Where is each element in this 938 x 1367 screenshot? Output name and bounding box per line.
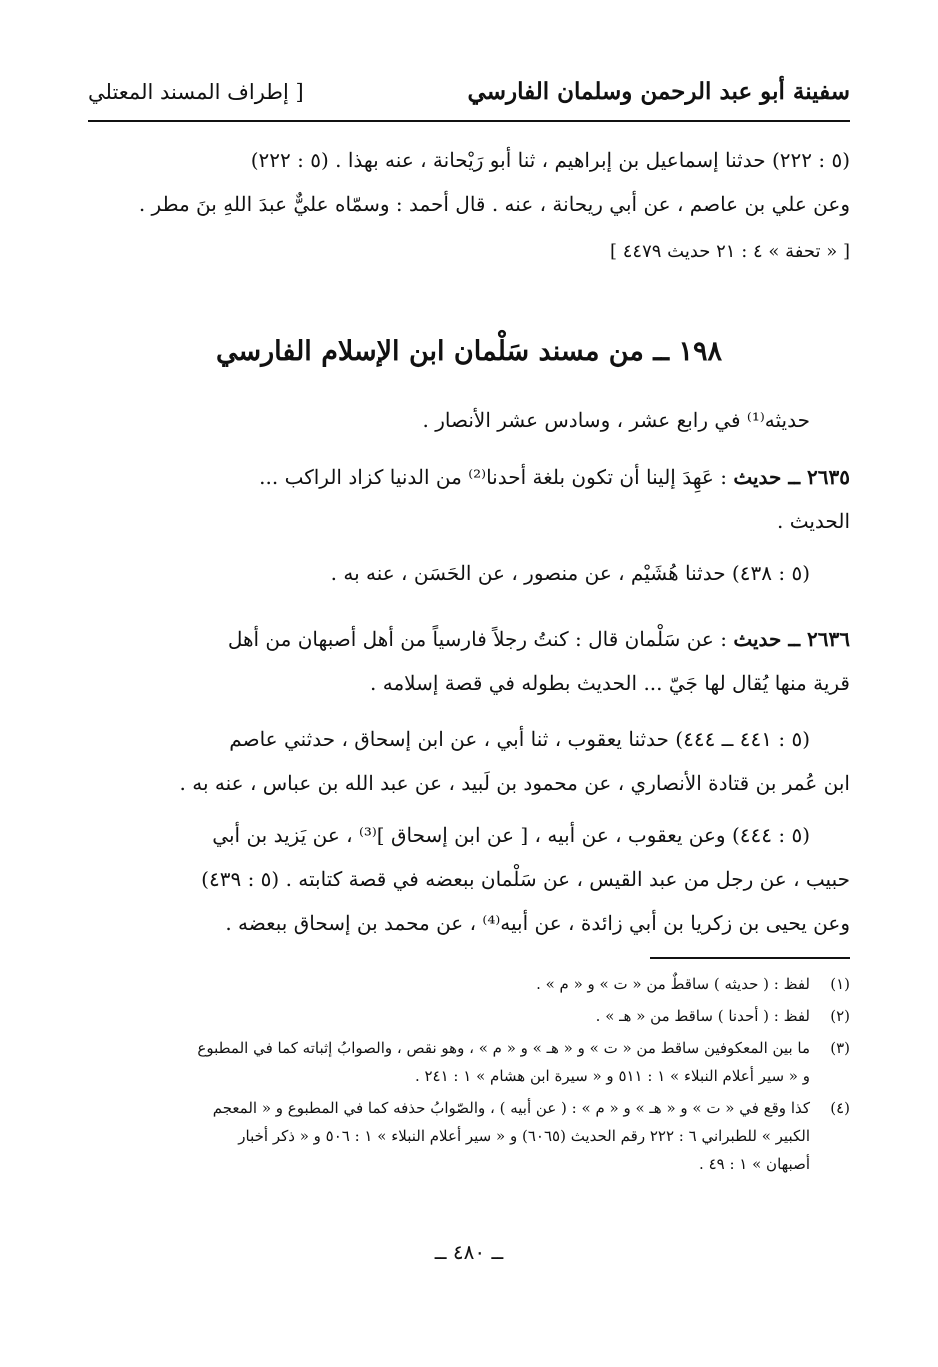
footnote-2 — [88, 1002, 850, 1030]
isnad-line: وعن يحيى بن زكريا بن أبي زائدة ، عن أبيه⁽⁴⁾ ، عن محمد بن إسحاق ببعضه . — [225, 911, 850, 935]
text-line: وعن علي بن عاصم ، عن أبي ريحانة ، عنه . قال أحمد : وسمّاه عليٌّ عبدَ اللهِ بنَ مطر . — [138, 192, 850, 216]
footnote-4 — [88, 1094, 850, 1178]
header-rule — [88, 120, 850, 122]
footnote-text: و « سير أعلام النبلاء » ١ : ٥١١ و « سيرة ابن هشام » ١ : ٢٤١ . — [414, 1067, 810, 1085]
text-line: (٥ : ٢٢٢) حدثنا إسماعيل بن إبراهيم ، ثنا أبو رَيْحانة ، عنه بهذا . (٥ : ٢٢٢) — [250, 148, 850, 172]
footnote-text: لفظ : ( حديثه ) ساقطٌ من « ت » و « م » . — [536, 975, 810, 993]
header-chapter-title: سفينة أبو عبد الرحمن وسلمان الفارسي — [467, 78, 850, 105]
isnad-line: ابن عُمر بن قتادة الأنصاري ، عن محمود بن لَبيد ، عن عبد الله بن عباس ، عنه به . — [179, 771, 850, 795]
isnad-line: (٥ : ٤٤٤) وعن يعقوب ، عن أبيه ، [ عن ابن إسحاق ]⁽³⁾ ، عن يَزيد بن أبي — [212, 823, 810, 847]
text-line: قرية منها يُقال لها جَيّ ... الحديث بطوله في قصة إسلامه . — [370, 671, 850, 695]
header-book-title: [ إطراف المسند المعتلي — [88, 80, 304, 104]
footnote-3 — [88, 1034, 850, 1090]
section-title: ١٩٨ ــ من مسند سَلْمان ابن الإسلام الفارسي — [216, 336, 722, 367]
hadith-text: : عن سَلْمان قال : كنتُ رجلاً فارسياً من أهل أصبهان من أهل — [227, 627, 734, 651]
footnote-text: الكبير » للطبراني ٦ : ٢٢٢ رقم الحديث (٦٠٦٥) و « سير أعلام النبلاء » ١ : ٥٠٦ و « ذكر أخبار — [238, 1127, 810, 1145]
footnote-number: (٤) — [830, 1099, 850, 1117]
text-line: الحديث . — [777, 509, 850, 533]
footnote-number: (١) — [830, 975, 850, 993]
hadith-line — [88, 617, 850, 661]
previous-entry-block — [88, 138, 850, 272]
section-intro — [88, 398, 850, 442]
hadith-2636 — [88, 617, 850, 945]
page-number: ــ ٤٨٠ ــ — [434, 1240, 504, 1264]
footnote-number: (٣) — [830, 1039, 850, 1057]
footnote-rule — [650, 957, 850, 959]
hadith-number-label: ٢٦٣٥ ــ حديث — [733, 465, 850, 489]
footnote-text: ما بين المعكوفين ساقط من « ت » و « هـ » و « م » ، وهو نقص ، والصوابُ إثباته كما في المطبوع — [197, 1039, 810, 1057]
footnote-text: أصبهان » ١ : ٤٩ . — [699, 1155, 810, 1173]
hadith-line — [88, 455, 850, 499]
footnote-text: لفظ : ( أحدنا ) ساقط من « هـ » . — [595, 1007, 810, 1025]
footnote-number: (٢) — [830, 1007, 850, 1025]
footnotes — [88, 970, 850, 1178]
hadith-number-label: ٢٦٣٦ ــ حديث — [733, 627, 850, 651]
isnad-line: (٥ : ٤٤١ ــ ٤٤٤) حدثنا يعقوب ، ثنا أبي ، عن ابن إسحاق ، حدثني عاصم — [229, 727, 810, 751]
footnote-text: كذا وقع في « ت » و « هـ » و « م » : ( عن أبيه ) ، والصّوابُ حذفه كما في المطبوع و « المعجم — [212, 1099, 810, 1117]
hadith-2635 — [88, 455, 850, 595]
tuhfa-reference: [ « تحفة » ٤ : ٢١ حديث ٤٤٧٩ ] — [610, 241, 850, 262]
footnote-1 — [88, 970, 850, 998]
running-header — [88, 78, 850, 118]
intro-line: حديثه⁽¹⁾ في رابع عشر ، وسادس عشر الأنصار . — [422, 408, 810, 432]
isnad-line: حبيب ، عن رجل من عبد القيس ، عن سَلْمان ببعضه في قصة كتابته . (٥ : ٤٣٩) — [201, 867, 850, 891]
isnad-line: (٥ : ٤٣٨) حدثنا هُشَيْم ، عن منصور ، عن الحَسَن ، عنه به . — [330, 561, 810, 585]
hadith-text: : عَهِدَ إلينا أن تكون بلغة أحدنا⁽²⁾ من الدنيا كزاد الراكب ... — [259, 465, 734, 489]
